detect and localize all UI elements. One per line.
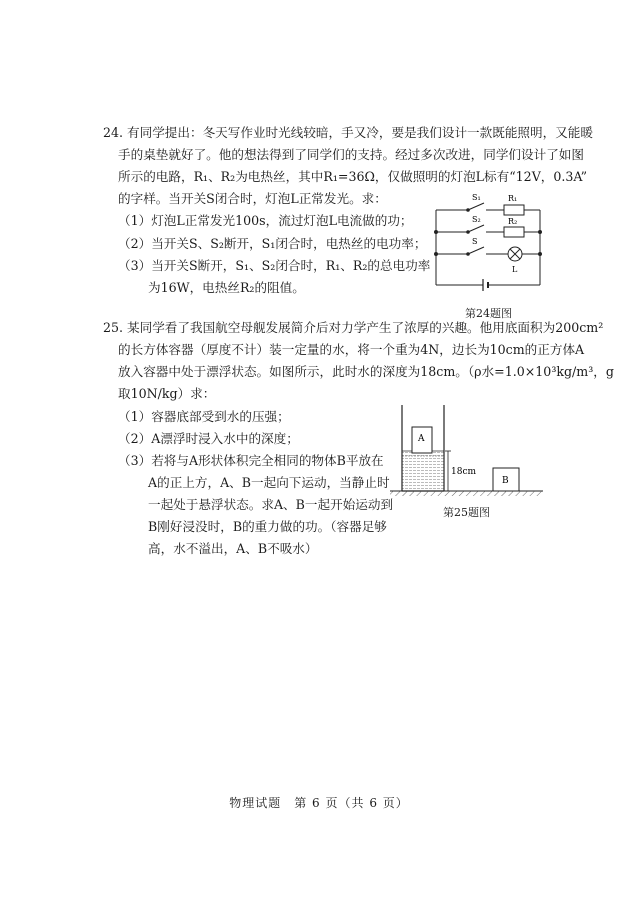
q25-line-3: 放入容器中处于漂浮状态。如图所示，此时水的深度为18cm。（ρ水=1.0×10³kg/m³，g [118, 364, 614, 379]
q25-line-4: 取10N/kg）求： [118, 386, 216, 401]
switch-s-label: S [472, 237, 478, 246]
switch-s2-label: S₂ [472, 215, 481, 224]
water-fill [402, 451, 444, 491]
q25-sub-3-cont-1: A的正上方，A、B一起向下运动，当静止时 [148, 475, 390, 490]
q24-line-1: 24. 有同学提出：冬天写作业时光线较暗，手又冷，要是我们设计一款既能照明，又能暖 [103, 125, 593, 140]
q24-circuit-diagram [428, 190, 553, 300]
q25-sub-2: （2）A漂浮时浸入水中的深度； [118, 431, 299, 446]
q25-sub-3-cont-4: 高，水不溢出，A、B不吸水） [148, 541, 318, 556]
q24-figure-caption: 第24题图 [465, 307, 512, 320]
q24-line-3: 所示的电路，R₁、R₂为电热丝，其中R₁=36Ω，仅做照明的灯泡L标有“12V，0.3A” [118, 169, 588, 184]
q25-sub-1: （1）容器底部受到水的压强； [118, 409, 290, 424]
q25-container-diagram [385, 400, 550, 502]
q25-line-2: 的长方体容器（厚度不计）装一定量的水，将一个重为4N，边长为10cm的正方体A [118, 342, 585, 357]
q24-line-2: 手的桌垫就好了。他的想法得到了同学们的支持。经过多次改进，同学们设计了如图 [118, 147, 584, 162]
q25-sub-3-cont-2: 一起处于悬浮状态。求A、B一起开始运动到 [148, 497, 394, 512]
q24-sub-3: （3）当开关S断开，S₁、S₂闭合时，R₁、R₂的总电功率 [118, 258, 431, 273]
block-b-label: B [502, 476, 509, 486]
page-footer: 物理试题 第 6 页（共 6 页） [229, 796, 409, 810]
switch-s1-label: S₁ [472, 193, 481, 202]
q25-sub-3-cont-3: B刚好浸没时，B的重力做的功。（容器足够 [148, 519, 387, 534]
q25-figure-caption: 第25题图 [443, 506, 490, 519]
resistor-r2 [504, 227, 524, 237]
q24-sub-3-cont: 为16W，电热丝R₂的阻值。 [148, 280, 305, 295]
q25-sub-3: （3）若将与A形状体积完全相同的物体B平放在 [118, 453, 384, 468]
q24-line-4: 的字样。当开关S闭合时，灯泡L正常发光。求： [118, 191, 387, 206]
q25-line-1: 25. 某同学看了我国航空母舰发展简介后对力学产生了浓厚的兴趣。他用底面积为200cm² [103, 320, 604, 335]
resistor-r1 [504, 205, 524, 215]
q25-number: 25. [103, 320, 124, 335]
q24-sub-1: （1）灯泡L正常发光100s，流过灯泡L电流做的功； [118, 213, 413, 228]
q24-number: 24. [103, 125, 124, 140]
block-a-label: A [418, 434, 425, 444]
depth-label: 18cm [451, 467, 477, 477]
lamp-label: L [512, 265, 518, 274]
r2-label: R₂ [508, 217, 518, 226]
r1-label: R₁ [508, 194, 518, 203]
q24-sub-2: （2）当开关S、S₂断开，S₁闭合时，电热丝的电功率； [118, 236, 427, 251]
